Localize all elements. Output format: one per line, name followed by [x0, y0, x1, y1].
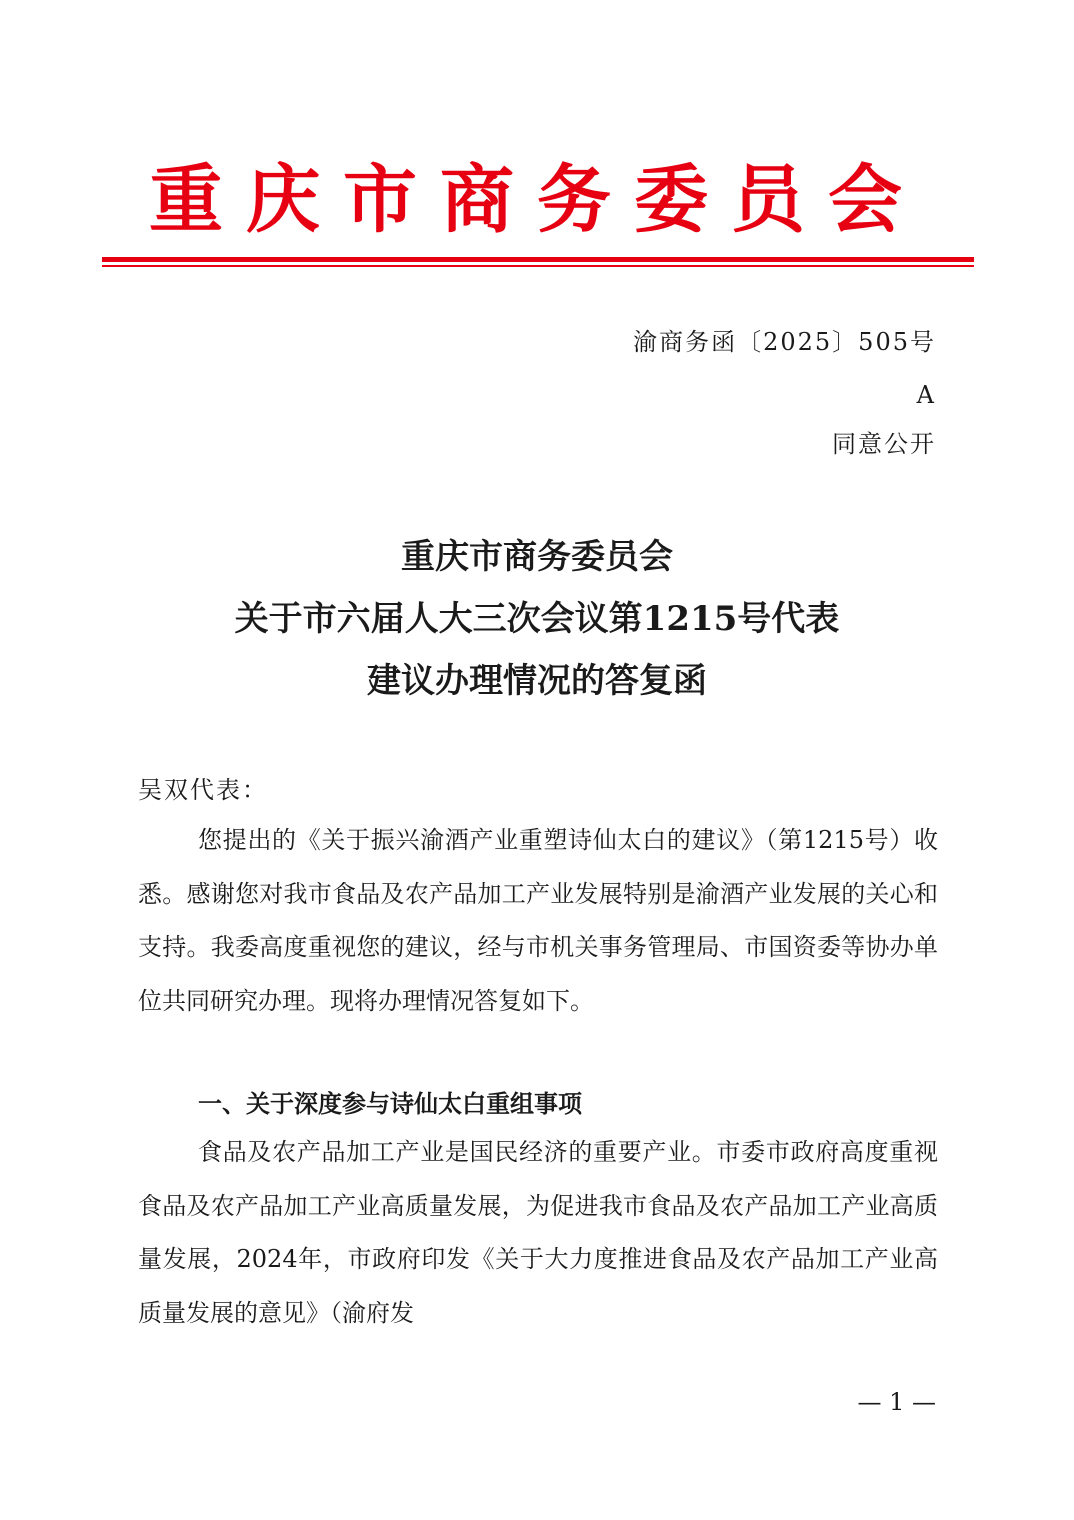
masthead-title: 重庆市商务委员会: [149, 157, 925, 243]
section-1-paragraph: 食品及农产品加工产业是国民经济的重要产业。市委市政府高度重视食品及农产品加工产业高质量发展，为促进我市食品及农产品加工产业高质量发展，2024年，市政府印发《关于大力度推进食品及农产品加工产业高质量发展的意见》（渝府发: [138, 1138, 938, 1327]
page-number: — 1 —: [857, 1388, 936, 1416]
title-line-1: 重庆市商务委员会: [401, 537, 673, 577]
document-number: 渝商务函〔2025〕505号: [633, 328, 936, 356]
section-heading-1: 一、关于深度参与诗仙太白重组事项: [198, 1090, 582, 1118]
masthead-rule-thick: [102, 257, 974, 262]
document-grade: A: [916, 381, 936, 409]
title-line-3: 建议办理情况的答复函: [367, 661, 707, 701]
masthead-rule-thin: [102, 265, 974, 267]
disclosure-status: 同意公开: [832, 430, 936, 458]
salutation: 吴双代表：: [138, 776, 268, 804]
title-line-2: 关于市六届人大三次会议第1215号代表: [234, 599, 840, 639]
intro-paragraph: 您提出的《关于振兴渝酒产业重塑诗仙太白的建议》（第1215号）收悉。感谢您对我市食品及农产品加工产业发展特别是渝酒产业发展的关心和支持。我委高度重视您的建议，经与市机关事务管理局、市国资委等协办单位共同研究办理。现将办理情况答复如下。: [138, 826, 938, 1015]
